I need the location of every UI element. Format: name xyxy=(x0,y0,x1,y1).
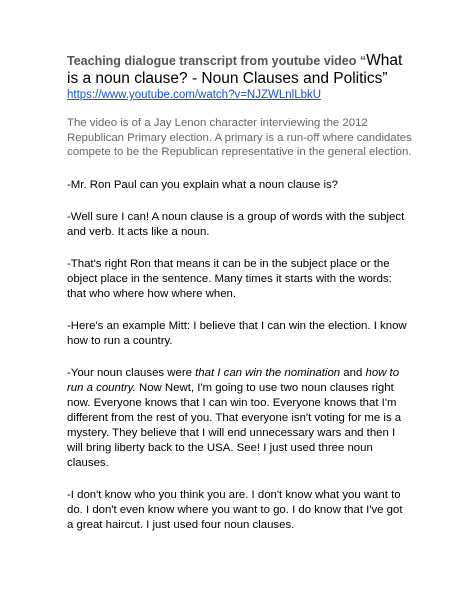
intro-paragraph: The video is of a Jay Lenon character interviewing the 2012 Republican Primary election. A primary is a run-off where candidates compete to be the Republican representative in the general election. xyxy=(67,117,412,158)
title-prefix: Teaching dialogue transcript from youtube video “ xyxy=(67,54,367,68)
dialogue-line-6: -I don't know who you think you are. I don't know what you want to do. I don't even know where you want to go. I do know that I've got a great haircut. I just used four noun clauses. xyxy=(67,488,403,531)
dialogue-line-4: -Here's an example Mitt: I believe that I can win the election. I know how to run a country. xyxy=(67,319,407,347)
document-page xyxy=(67,52,412,533)
document-title xyxy=(67,52,412,87)
noun-clause-example-2: how to run a country. xyxy=(67,366,400,394)
noun-clause-example-1: that I can win the nomination xyxy=(195,366,341,379)
dialogue-line-2: -Well sure I can! A noun clause is a group of words with the subject and verb. It acts like a noun. xyxy=(67,210,405,238)
video-link[interactable]: https://www.youtube.com/watch?v=NJZWLnlLbkU xyxy=(67,89,322,101)
title-main: What is a noun clause? - Noun Clauses and Politics” xyxy=(67,52,403,87)
dialogue-line-5-part3: Now Newt, I'm going to use two noun clauses right now. Everyone knows that I can win too. Everyone knows that I'm different from the rest of you. That everyone isn't voting for me is a mystery. They believe that I will end unnecessary wars and then I will bring liberty back to the USA. See! I just used three noun clauses. xyxy=(67,381,402,469)
dialogue-line-5 xyxy=(67,366,412,471)
dialogue-line-5-part2: and xyxy=(340,366,366,379)
dialogue-line-1: -Mr. Ron Paul can you explain what a noun clause is? xyxy=(67,178,338,191)
dialogue-line-3: -That's right Ron that means it can be in the subject place or the object place in the sentence. Many times it starts with the words: that who where how where when. xyxy=(67,257,392,300)
dialogue-line-5-part1: -Your noun clauses were xyxy=(67,366,196,379)
